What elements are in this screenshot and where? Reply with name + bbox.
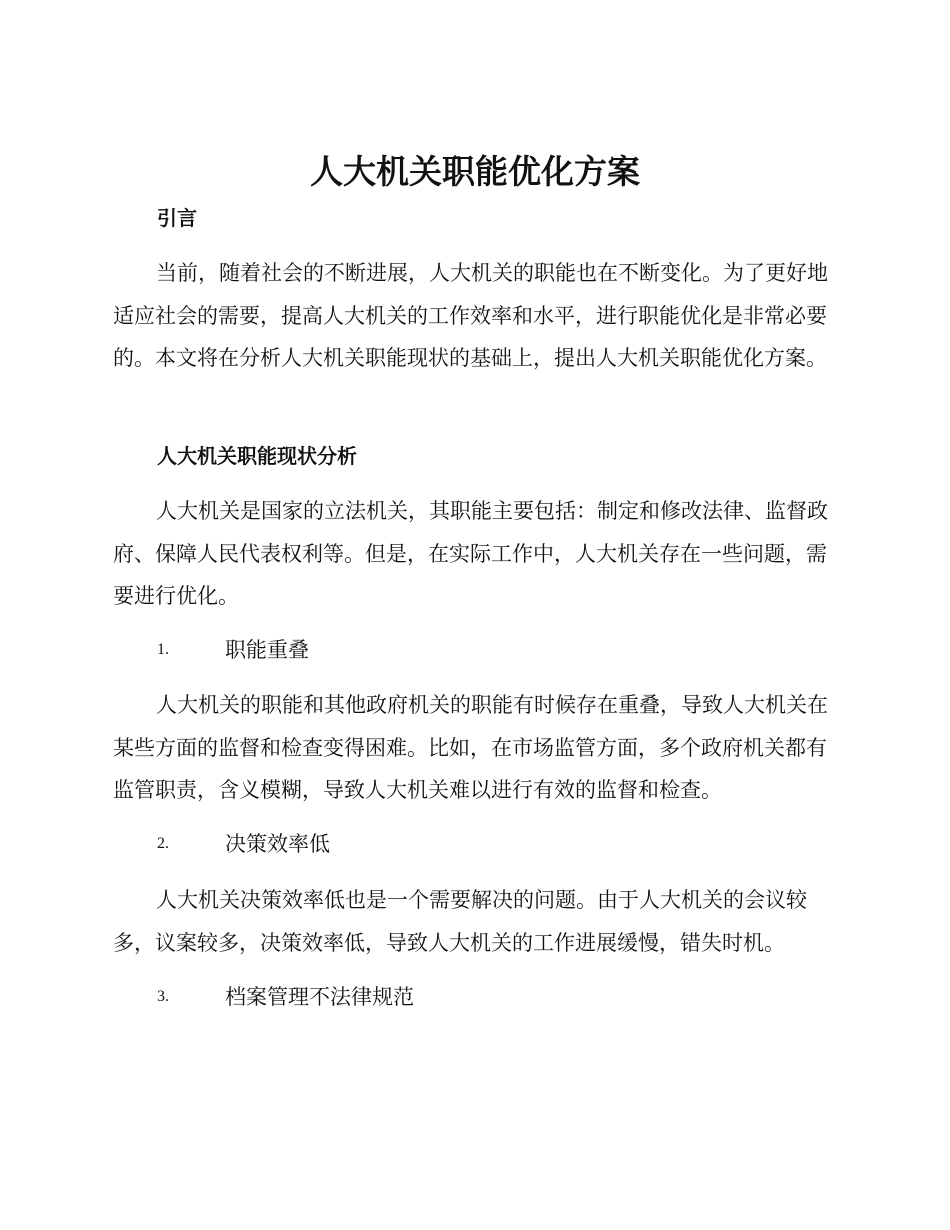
list-item-number: 1. bbox=[157, 641, 169, 658]
list-item-number: 3. bbox=[157, 988, 169, 1005]
list-item-number: 2. bbox=[157, 835, 169, 852]
list-item bbox=[157, 827, 757, 861]
list-item bbox=[157, 633, 757, 667]
section-heading-intro: 引言 bbox=[157, 206, 197, 230]
item-1-paragraph: 人大机关的职能和其他政府机关的职能有时候存在重叠，导致人大机关在某些方面的监督和检查变得困难。比如，在市场监管方面，多个政府机关都有监管职责，含义模糊，导致人大机关难以进行有效的监督和检查。 bbox=[113, 693, 828, 802]
list-item-label: 决策效率低 bbox=[225, 832, 330, 856]
list-item-label: 职能重叠 bbox=[225, 638, 309, 662]
section-heading-analysis: 人大机关职能现状分析 bbox=[157, 444, 357, 468]
list-item bbox=[157, 980, 757, 1014]
item-2-paragraph: 人大机关决策效率低也是一个需要解决的问题。由于人大机关的会议较多，议案较多，决策效率低，导致人大机关的工作进展缓慢，错失时机。 bbox=[113, 888, 807, 955]
list-item-label: 档案管理不法律规范 bbox=[225, 985, 414, 1009]
analysis-paragraph: 人大机关是国家的立法机关，其职能主要包括：制定和修改法律、监督政府、保障人民代表权利等。但是，在实际工作中，人大机关存在一些问题，需要进行优化。 bbox=[113, 499, 828, 608]
intro-paragraph: 当前，随着社会的不断进展，人大机关的职能也在不断变化。为了更好地适应社会的需要，提高人大机关的工作效率和水平，进行职能优化是非常必要的。本文将在分析人大机关职能现状的基础上，提出人大机关职能优化方案。 bbox=[113, 261, 828, 370]
document-title: 人大机关职能优化方案 bbox=[310, 152, 640, 191]
